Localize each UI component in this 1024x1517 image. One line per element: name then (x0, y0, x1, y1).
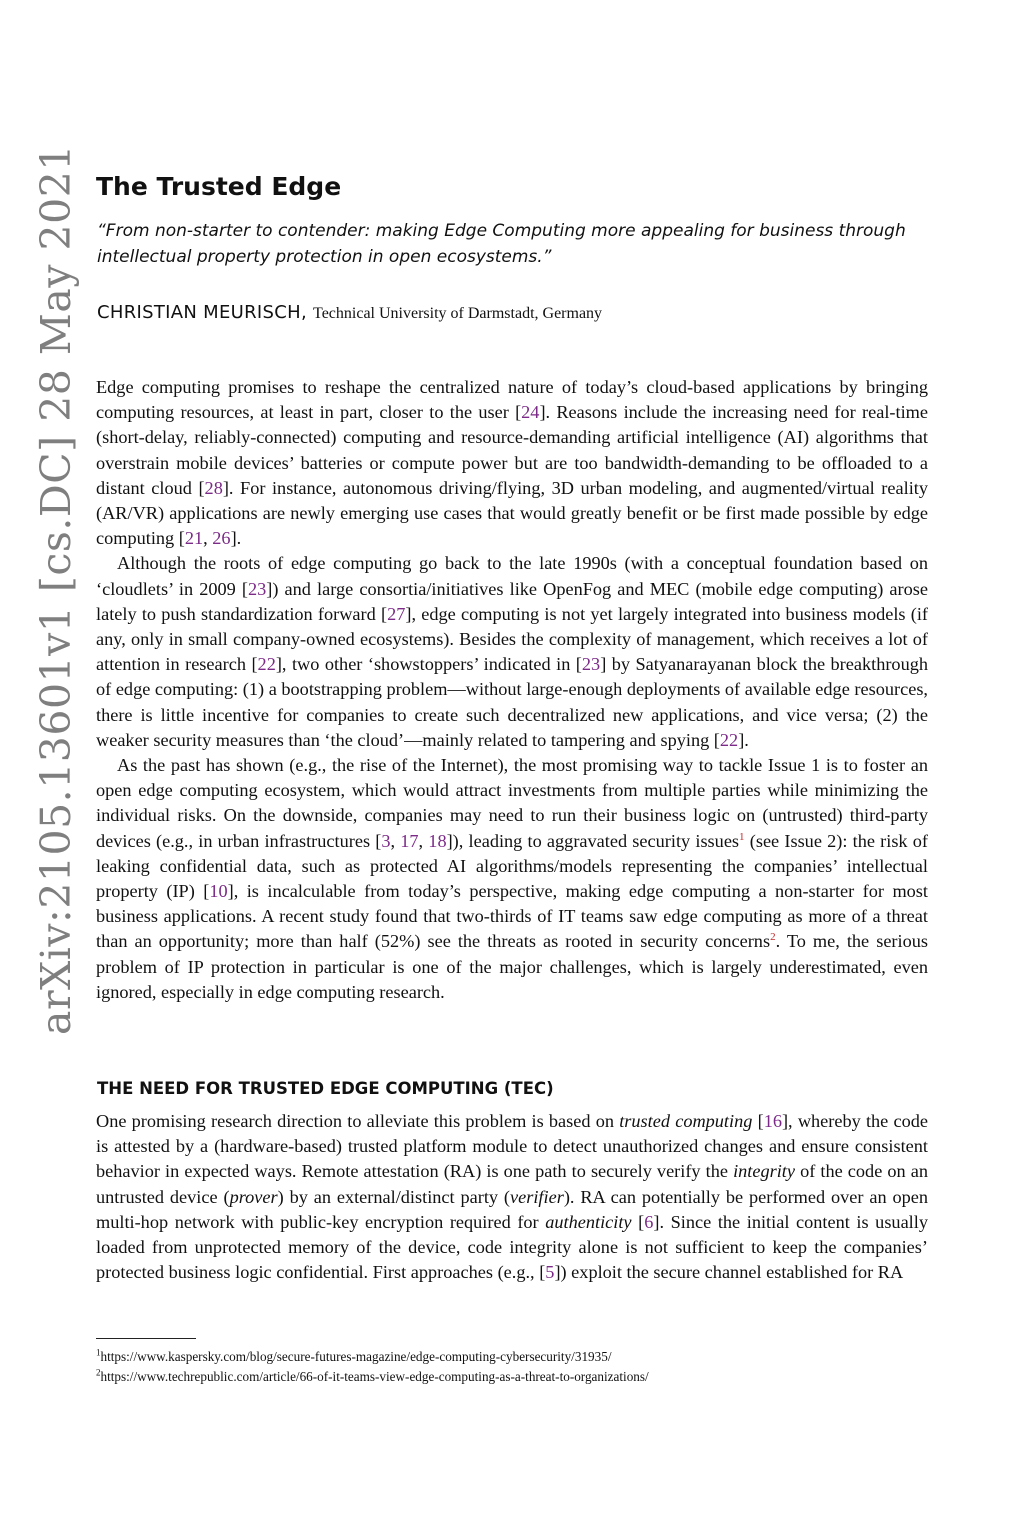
text-run: ]) exploit the secure channel established for RA (554, 1262, 904, 1283)
footnote-2 (96, 1369, 936, 1385)
text-run: ], edge computing is not yet largely integrated into business models (if any, only in small company-owned ecosystems). Besides the complexity of management, which receives a lot of attention in research [ (96, 603, 929, 675)
citation-link[interactable]: 23 (581, 654, 601, 675)
text-run: ]) and large consortia/initiatives like OpenFog and MEC (mobile edge computing) arose lately to push standardization forward [ (96, 578, 928, 624)
text-run: ]. (738, 729, 749, 750)
introduction (96, 375, 928, 1005)
text-run: ], is incalculable from today’s perspective, making edge computing a non-starter for most business applications. A recent study found that two-thirds of IT teams saw edge computing as more of a threat than an opportunity; more than half (52%) see the threats as rooted in security concerns (96, 881, 928, 952)
citation-link[interactable]: 23 (247, 578, 267, 599)
emphasis: integrity (733, 1161, 796, 1182)
text-run: ], whereby the code is attested by a (hardware-based) trusted platform module to detect unauthorized changes and ensure consistent behavior in expected ways. Remote attestation (RA) is one path to securely verify the (96, 1111, 929, 1182)
text-run: of the code on an untrusted device ( (96, 1161, 928, 1207)
footnote-divider (96, 1338, 196, 1339)
text-run: ]. Reasons include the increasing need for real-time (short-delay, reliably-connected) computing and resource-demanding artificial intelligence (AI) algorithms that overstrain mobile devices’ batteries or compute power but are too bandwidth-demanding to be offloaded to a distant cloud [ (96, 402, 928, 498)
footnote-number: 1 (96, 1347, 101, 1358)
citation-link[interactable]: 10 (209, 881, 228, 902)
text-run: (see Issue 2): the risk of leaking confidential data, such as protected AI algorithms/models representing the companies’ intellectual property (IP) [ (96, 830, 928, 902)
emphasis: trusted computing (619, 1111, 753, 1131)
text-run: [ (631, 1211, 645, 1232)
arxiv-identifier: arXiv:2105.13601v1 [cs.DC] 28 May 2021 (32, 144, 80, 1035)
citation-link[interactable]: 6 (644, 1211, 654, 1232)
citation-link[interactable]: 17 (400, 830, 419, 851)
citation-link[interactable]: 24 (521, 402, 540, 423)
text-run: Edge computing promises to reshape the centralized nature of today’s cloud-based applications by bringing computing resources, at least in part, closer to the user [ (96, 377, 928, 423)
text-run: ]. Since the initial content is usually loaded from unprotected memory of the device, code integrity alone is not sufficient to keep the companies’ protected business logic confidential. First approaches (e.g., [ (96, 1211, 928, 1283)
citation-link[interactable]: 21 (184, 528, 204, 549)
text-run: As the past has shown (e.g., the rise of the Internet), the most promising way to tackle Issue 1 is to foster an open edge computing ecosystem, which would attract investments from multiple parties while minimizing the individual risks. On the downside, companies may need to run their business logic on (untrusted) third-party devices (e.g., in urban infrastructures [ (96, 755, 928, 851)
citation-link[interactable]: 5 (545, 1262, 555, 1283)
text-run: ]. (230, 528, 242, 549)
footnote-marker[interactable]: 2 (770, 931, 776, 944)
citation-link[interactable]: 27 (387, 603, 406, 624)
text-run: ) by an external/distinct party ( (277, 1186, 510, 1207)
author-name: CHRISTIAN MEURISCH, (97, 302, 307, 323)
author-affiliation: Technical University of Darmstadt, Germany (313, 305, 603, 322)
citation-link[interactable]: 16 (763, 1111, 782, 1131)
footnote-url[interactable]: https://www.techrepublic.com/article/66-of-it-teams-view-edge-computing-as-a-threat-to-organizations/ (100, 1369, 649, 1384)
section-heading: THE NEED FOR TRUSTED EDGE COMPUTING (TEC) (97, 1079, 554, 1098)
citation-link[interactable]: 22 (257, 654, 276, 675)
citation-link[interactable]: 28 (204, 477, 223, 498)
text-run: One promising research direction to alleviate this problem is based on (96, 1111, 620, 1131)
citation-link[interactable]: 22 (719, 729, 739, 750)
author-line (97, 302, 602, 323)
footnote-marker[interactable]: 1 (739, 830, 745, 843)
text-run: ). RA can potentially be performed over an open multi-hop network with public-key encryption required for (96, 1186, 928, 1232)
text-run: ] by Satyanarayanan block the breakthrough of edge computing: (1) a bootstrapping problem—without large-enough deployments of available edge resources, there is little incentive for companies to create such decentralized new applications, and vice versa; (2) the weaker security measures than ‘the cloud’—mainly related to tampering and spying [ (96, 654, 928, 750)
text-run: ]), leading to aggravated security issues (446, 830, 740, 851)
citation-link[interactable]: 3 (381, 830, 391, 851)
intro-paragraph-1 (96, 375, 928, 551)
text-run: [ (752, 1111, 764, 1131)
emphasis: prover (229, 1186, 278, 1207)
citation-link[interactable]: 18 (428, 830, 447, 851)
text-run: , (390, 830, 401, 851)
emphasis: verifier (510, 1186, 564, 1207)
citation-link[interactable]: 26 (212, 528, 231, 549)
text-run: Although the roots of edge computing go back to the late 1990s (with a conceptual foundation based on ‘cloudlets’ in 2009 [ (96, 553, 928, 599)
footnote-url[interactable]: https://www.kaspersky.com/blog/secure-futures-magazine/edge-computing-cybersecurity/31935/ (100, 1349, 612, 1364)
intro-paragraph-2 (96, 551, 928, 753)
text-run: . To me, the serious problem of IP protection in particular is one of the major challenges, which is largely underestimated, even ignored, especially in edge computing research. (96, 931, 928, 1002)
intro-paragraph-3 (96, 753, 928, 1005)
text-run: ]. For instance, autonomous driving/flying, 3D urban modeling, and augmented/virtual reality (AR/VR) applications are newly emerging use cases that would greatly benefit or be first made possible by edge computing [ (96, 477, 928, 549)
text-run: , (203, 528, 213, 549)
text-run: , (418, 830, 429, 851)
paper-title: The Trusted Edge (96, 172, 342, 201)
paper-subtitle: “From non-starter to contender: making Edge Computing more appealing for business through intellectual property protection in open ecosystems.” (97, 221, 906, 267)
section-paragraph-1 (96, 1109, 928, 1285)
section-body (96, 1109, 928, 1285)
emphasis: authenticity (545, 1211, 632, 1232)
footnote-number: 2 (96, 1367, 101, 1378)
text-run: ], two other ‘showstoppers’ indicated in [ (275, 654, 582, 675)
footnote-1 (96, 1349, 936, 1365)
